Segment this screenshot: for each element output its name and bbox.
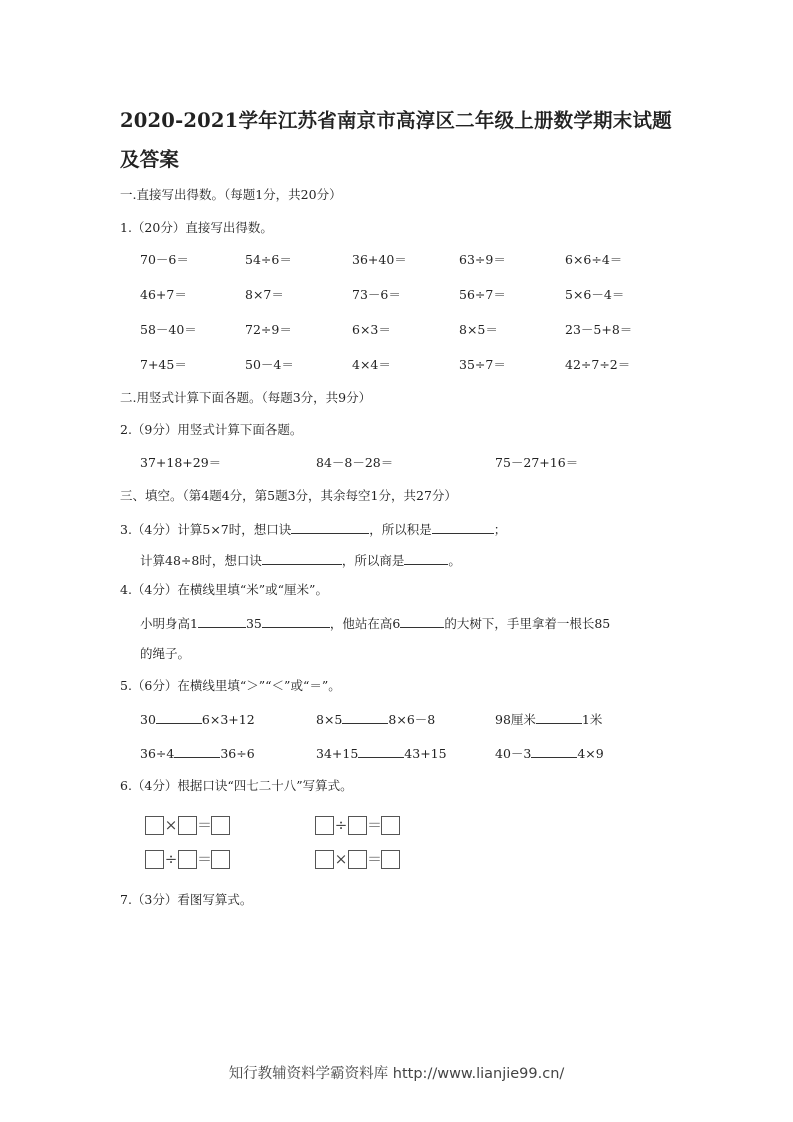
q5-left: 30 (140, 712, 156, 727)
q4-text: 的绳子。 (140, 646, 191, 661)
q1-item: 6×3＝ (352, 322, 391, 337)
q2-item: 84－8－28＝ (316, 455, 394, 470)
answer-blank[interactable] (198, 614, 246, 628)
q3-text: ； (493, 522, 507, 537)
q1-item: 23－5+8＝ (565, 322, 633, 337)
times-sign: × (164, 816, 178, 834)
answer-blank[interactable] (342, 710, 388, 724)
q4-label: 4.（4分）在横线里填“米”或“厘米”。 (120, 582, 328, 597)
q4-text: 35 (245, 616, 262, 631)
answer-blank[interactable] (404, 551, 448, 565)
q5-item (316, 744, 447, 762)
q5-item (495, 744, 604, 762)
q5-left: 36÷4 (140, 746, 175, 761)
q3-text: ，所以商是 (341, 553, 405, 568)
page-title: 2020-2021学年江苏省南京市高淳区二年级上册数学期末试题及答案 (120, 109, 672, 171)
answer-box[interactable] (211, 816, 230, 835)
q5-left: 8×5 (316, 712, 343, 727)
answer-blank[interactable] (156, 710, 202, 724)
answer-box[interactable] (315, 850, 334, 869)
section2-heading: 二.用竖式计算下面各题。（每题3分，共9分） (120, 390, 372, 405)
answer-blank[interactable] (400, 614, 444, 628)
q1-item: 58－40＝ (140, 322, 197, 337)
answer-box[interactable] (348, 850, 367, 869)
q4-text: ，他站在高6 (329, 616, 401, 631)
q5-label: 5.（6分）在横线里填“＞”“＜”或“＝”。 (120, 678, 341, 693)
q1-item: 8×5＝ (459, 322, 498, 337)
q5-left: 34+15 (316, 746, 359, 761)
answer-blank[interactable] (536, 710, 582, 724)
q1-label: 1.（20分）直接写出得数。 (120, 220, 273, 235)
q1-item: 4×4＝ (352, 357, 391, 372)
q3-line1 (120, 520, 506, 538)
q5-right: 6×3+12 (201, 712, 255, 727)
q5-item (140, 744, 255, 762)
q5-item (495, 710, 602, 728)
answer-blank[interactable] (174, 744, 220, 758)
q1-item: 72÷9＝ (245, 322, 292, 337)
divide-sign: ÷ (164, 850, 178, 868)
q6-equation (315, 848, 400, 870)
q5-right: 36÷6 (220, 746, 255, 761)
q1-item: 73－6＝ (352, 287, 401, 302)
q2-item: 75－27+16＝ (495, 455, 579, 470)
answer-box[interactable] (381, 816, 400, 835)
q1-item: 36+40＝ (352, 252, 407, 267)
answer-box[interactable] (145, 816, 164, 835)
q4-text: 的大树下，手里拿着一根长85 (444, 616, 611, 631)
q2-item: 37+18+29＝ (140, 455, 222, 470)
q3-text: ，所以积是 (369, 522, 432, 537)
answer-box[interactable] (381, 850, 400, 869)
q5-left: 98厘米 (495, 712, 536, 727)
q4-text: 小明身高1 (140, 616, 198, 631)
equals-sign: ＝ (197, 850, 213, 868)
answer-box[interactable] (315, 816, 334, 835)
q1-item: 7+45＝ (140, 357, 187, 372)
q1-item: 5×6－4＝ (565, 287, 625, 302)
answer-blank[interactable] (432, 520, 494, 534)
answer-blank[interactable] (262, 614, 330, 628)
answer-blank[interactable] (262, 551, 342, 565)
answer-box[interactable] (348, 816, 367, 835)
answer-box[interactable] (178, 850, 197, 869)
answer-box[interactable] (211, 850, 230, 869)
q1-item: 6×6÷4＝ (565, 252, 623, 267)
equals-sign: ＝ (367, 816, 383, 834)
q1-item: 56÷7＝ (459, 287, 506, 302)
q6-equation (315, 814, 400, 836)
q7-label: 7.（3分）看图写算式。 (120, 892, 253, 907)
q6-label: 6.（4分）根据口诀“四七二十八”写算式。 (120, 778, 353, 793)
q3-text: 。 (448, 553, 461, 568)
equals-sign: ＝ (197, 816, 213, 834)
section3-heading: 三、填空。（第4题4分，第5题3分，其余每空1分，共27分） (120, 488, 457, 503)
q5-item (316, 710, 435, 728)
q3-line2 (140, 551, 461, 569)
q1-item: 70－6＝ (140, 252, 189, 267)
q1-item: 46+7＝ (140, 287, 187, 302)
q3-text: 3.（4分）计算5×7时，想口诀 (120, 522, 292, 537)
answer-blank[interactable] (291, 520, 369, 534)
equals-sign: ＝ (367, 850, 383, 868)
q1-item: 35÷7＝ (459, 357, 506, 372)
q6-equation (145, 848, 230, 870)
answer-box[interactable] (178, 816, 197, 835)
answer-blank[interactable] (358, 744, 404, 758)
section1-heading: 一.直接写出得数。（每题1分，共20分） (120, 187, 342, 202)
divide-sign: ÷ (334, 816, 348, 834)
q1-item: 42÷7÷2＝ (565, 357, 631, 372)
q3-text: 计算48÷8时，想口诀 (140, 553, 262, 568)
answer-blank[interactable] (531, 744, 577, 758)
q5-right: 8×6－8 (388, 712, 436, 727)
q5-item (140, 710, 255, 728)
q5-right: 1米 (581, 712, 603, 727)
q5-right: 4×9 (577, 746, 604, 761)
q6-equation (145, 814, 230, 836)
q2-label: 2.（9分）用竖式计算下面各题。 (120, 422, 303, 437)
q1-item: 63÷9＝ (459, 252, 506, 267)
q5-left: 40－3 (495, 746, 532, 761)
q1-item: 54÷6＝ (245, 252, 292, 267)
footer-watermark: 知行教辅资料学霸资料库 http://www.lianjie99.cn/ (228, 1066, 565, 1082)
q1-item: 8×7＝ (245, 287, 284, 302)
answer-box[interactable] (145, 850, 164, 869)
q5-right: 43+15 (404, 746, 447, 761)
times-sign: × (334, 850, 348, 868)
q4-line (140, 614, 610, 632)
q1-item: 50－4＝ (245, 357, 294, 372)
